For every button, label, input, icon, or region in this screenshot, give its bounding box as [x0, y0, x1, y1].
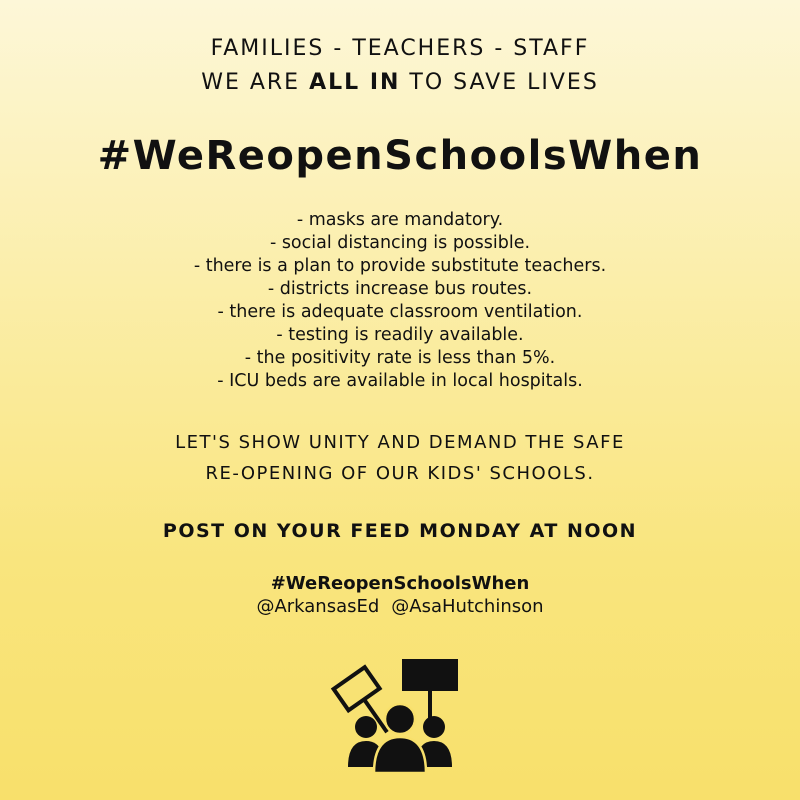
condition-item: - ICU beds are available in local hospitals. [217, 371, 583, 391]
unity-statement [0, 427, 800, 489]
tags-block [0, 572, 800, 618]
main-hashtag: #WeReopenSchoolsWhen [97, 133, 703, 179]
condition-item: - there is a plan to provide substitute teachers. [193, 256, 607, 276]
left-sign-board [334, 667, 380, 710]
condition-item: - masks are mandatory. [296, 210, 504, 230]
unity-line-1: LET'S SHOW UNITY AND DEMAND THE SAFE [175, 432, 625, 453]
protest-crowd-icon [330, 655, 470, 775]
header-line-2-emphasis: ALL IN [309, 70, 401, 95]
handles-row [0, 595, 800, 618]
handle-arkansased: @ArkansasEd [256, 596, 380, 617]
header-line-2 [0, 66, 800, 100]
call-to-action: POST ON YOUR FEED MONDAY AT NOON [162, 520, 638, 542]
right-sign-board [402, 659, 458, 691]
header [0, 32, 800, 100]
condition-item: - there is adequate classroom ventilation. [217, 302, 583, 322]
header-line-1: FAMILIES - TEACHERS - STAFF [210, 36, 590, 61]
condition-item: - social distancing is possible. [269, 233, 531, 253]
footer-hashtag: #WeReopenSchoolsWhen [270, 573, 530, 594]
unity-line-2: RE-OPENING OF OUR KIDS' SCHOOLS. [205, 463, 595, 484]
conditions-list [0, 209, 800, 393]
condition-item: - the positivity rate is less than 5%. [244, 348, 556, 368]
condition-item: - testing is readily available. [276, 325, 524, 345]
handle-asahutchinson: @AsaHutchinson [391, 596, 544, 617]
header-line-2-suffix: TO SAVE LIVES [400, 70, 599, 95]
header-line-2-prefix: WE ARE [201, 70, 310, 95]
condition-item: - districts increase bus routes. [267, 279, 533, 299]
